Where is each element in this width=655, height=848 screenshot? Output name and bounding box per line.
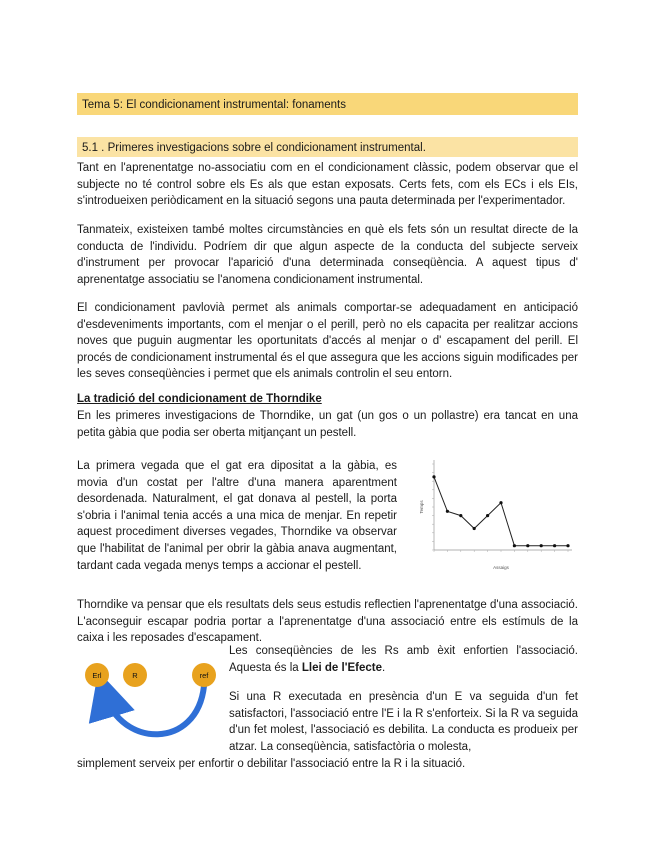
r-label: R [132, 671, 138, 680]
erl-label: Erl [92, 671, 102, 680]
data-point [499, 501, 502, 504]
data-point [459, 514, 462, 517]
data-point [526, 544, 529, 547]
paragraph-8-continued: simplement serveix per enfortir o debilitar l'associació entre la R i la situació. [77, 758, 466, 770]
paragraph-5: La primera vegada que el gat era dipositat a la gàbia, es movia d'un costat per l'altre d'una manera aparentment desordenada. Naturalment, el gat donava al pestell, la porta s'obria i l'animal tenia accés a una mica de menjar. En repetir aquest procediment diverses vegades, Thorndike va observar que l'habilitat de l'animal per obrir la gàbia anava augmentant, tardant cada vegada menys temps a accionar el pestell. [77, 460, 397, 572]
x-axis-label: Assaigs [493, 565, 509, 570]
data-point [432, 475, 435, 478]
data-point [446, 510, 449, 513]
data-point [473, 527, 476, 530]
paragraph-8: Si una R executada en presència d'un E va seguida d'un fet satisfactori, l'associació entre l'E i la R s'enforteix. Si la R va seguida d'un fet molest, l'associació es debilita. La conducta es produeix per atzar. La conseqüència, satisfactòria o molesta, [229, 691, 578, 753]
data-point [486, 514, 489, 517]
data-point [513, 544, 516, 547]
paragraph-1: Tant en l'aprenentatge no-associatiu com en el condicionament clàssic, podem observar que el subjecte no té control sobre els Es als que estan exposats. Certs fets, com els ECs i els EIs, s'introdueixen periòdicament en la situació segons una pauta determinada per l'experimentador. [77, 162, 578, 208]
series-line [434, 477, 568, 546]
data-point [540, 544, 543, 547]
paragraph-4: En les primeres investigacions de Thorndike, un gat (un gos o un pollastre) era tancat en una petita gàbia que podia ser oberta mitjançant un pestell. [77, 410, 578, 439]
y-axis-label: Temps [419, 500, 424, 514]
ref-label: ref [199, 671, 209, 680]
learning-curve-chart [418, 456, 578, 574]
thorndike-heading: La tradició del condicionament de Thorndike [77, 393, 322, 405]
paragraph-2: Tanmateix, existeixen també moltes circumstàncies en què els fets són un resultat directe de la conducta de l'individu. Podríem dir que algun aspecte de la conducta del subjecte serveix d'instrument per provocar l'aparició d'una determinada conseqüència. A aquest tipus d' aprenentatge associatiu se l'anomena condicionament instrumental. [77, 224, 578, 286]
law-of-effect-diagram [77, 658, 222, 740]
paragraph-7 [229, 643, 578, 676]
data-point [553, 544, 556, 547]
paragraph-6: Thorndike va pensar que els resultats dels seus estudis reflectien l'aprenentatge d'una associació. L'aconseguir escapar podria portar a l'aprenentatge d'una associació entre els estímuls de la caixa i les reposades d'escapament. [77, 599, 578, 645]
section-title: 5.1 . Primeres investigacions sobre el condicionament instrumental. [77, 137, 578, 157]
paragraph-3: El condicionament pavlovià permet als animals comportar-se adequadament en anticipació d'esdeveniments importants, com el menjar o el perill, però no els capacita per realitzar accions noves que puguin augmentar les oportunitats d'accés al menjar o d' escapament del perill. El procés de condicionament instrumental és el que assegura que les accions siguin modificades per les seves conseqüències i permet que els animals controlin el seu entorn. [77, 302, 578, 381]
feedback-arrow [105, 686, 204, 734]
data-point [566, 544, 569, 547]
law-text-after: . [381, 661, 386, 674]
tema-title: Tema 5: El condicionament instrumental: fonaments [77, 93, 578, 115]
law-text-before: Les conseqüències de les Rs amb èxit enfortien l'associació. Aquesta és la [229, 645, 578, 674]
law-of-effect-name: Llei de l'Efecte [301, 661, 382, 674]
